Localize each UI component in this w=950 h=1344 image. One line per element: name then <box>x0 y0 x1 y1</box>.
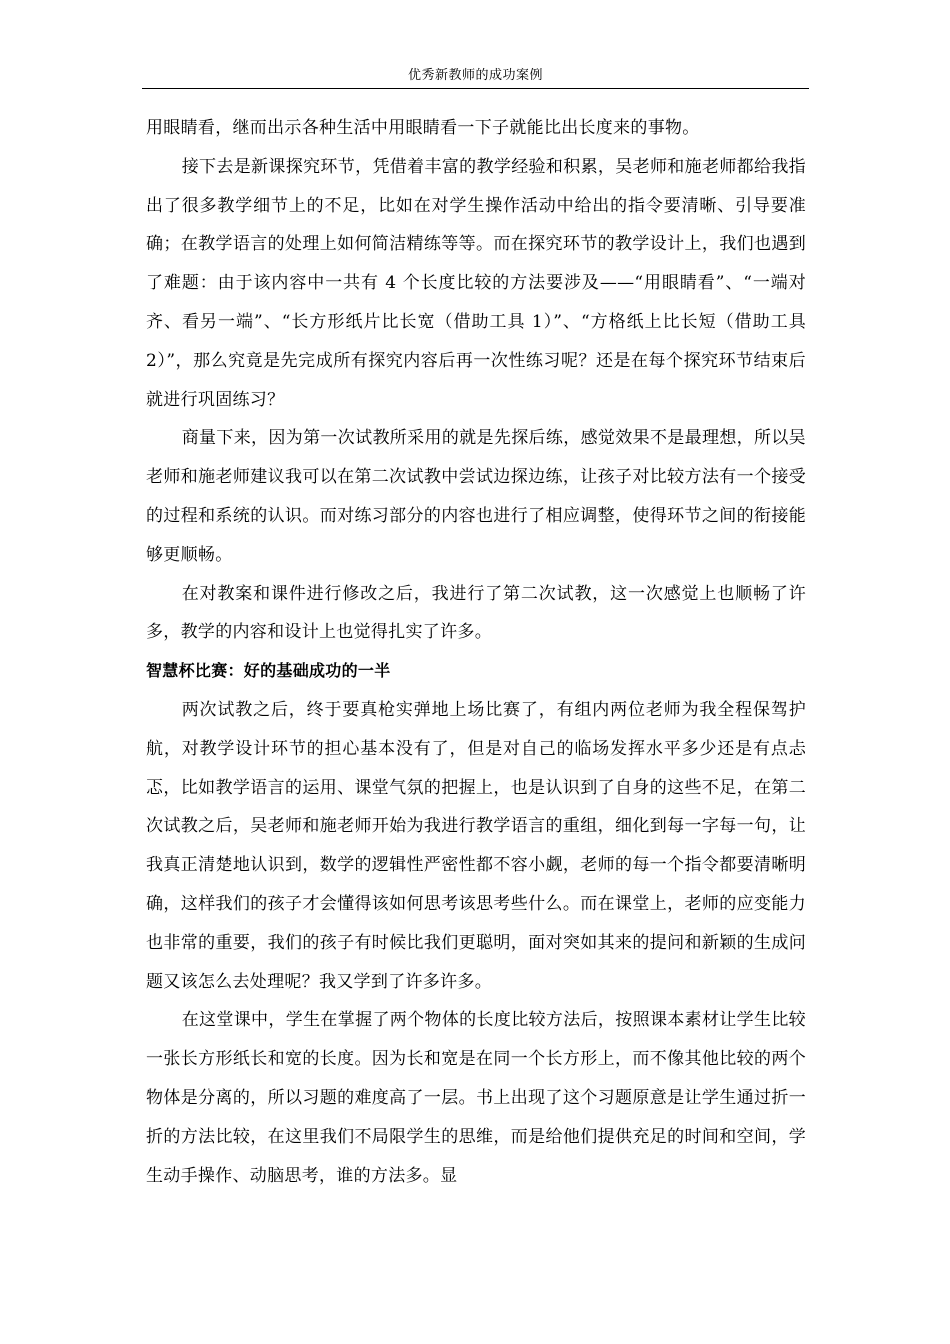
page-header <box>142 66 809 89</box>
paragraph-competition: 两次试教之后，终于要真枪实弹地上场比赛了，有组内两位老师为我全程保驾护航，对教学设计环节的担心基本没有了，但是对自己的临场发挥水平多少还是有点忐忑，比如教学语言的运用、课堂气氛的把握上，也是认识到了自身的这些不足，在第二次试教之后，吴老师和施老师开始为我进行教学语言的重组，细化到每一字每一句，让我真正清楚地认识到，数学的逻辑性严密性都不容小觑，老师的每一个指令都要清晰明确，这样我们的孩子才会懂得该如何思考该思考些什么。而在课堂上，老师的应变能力也非常的重要，我们的孩子有时候比我们更聪明，面对突如其来的提问和新颖的生成问题又该怎么去处理呢？我又学到了许多许多。 <box>146 699 806 992</box>
paragraph-new-lesson-exploration: 接下去是新课探究环节，凭借着丰富的教学经验和积累，吴老师和施老师都给我指出了很多教学细节上的不足，比如在对学生操作活动中给出的指令要清晰、引导要准确；在教学语言的处理上如何简洁精练等等。而在探究环节的教学设计上，我们也遇到了难题：由于该内容中一共有 4 个长度比较的方法要涉及——“用眼睛看”、“一端对齐、看另一端”、“长方形纸片比长宽（借助工具 1）”、“方格纸上比长短（借助工具 2）”，那么究竟是先完成所有探究内容后再一次性练习呢？还是在每个探究环节结束后就进行巩固练习？ <box>146 156 806 410</box>
paragraph-continuation: 用眼睛看，继而出示各种生活中用眼睛看一下子就能比出长度来的事物。 <box>146 118 700 138</box>
header-title: 优秀新教师的成功案例 <box>407 68 543 83</box>
section-heading: 智慧杯比赛：好的基础成功的一半 <box>146 661 391 681</box>
paragraph-classroom: 在这堂课中，学生在掌握了两个物体的长度比较方法后，按照课本素材让学生比较一张长方形纸长和宽的长度。因为长和宽是在同一个长方形上，而不像其他比较的两个物体是分离的，所以习题的难度高了一层。书上出现了这个习题原意是让学生通过折一折的方法比较，在这里我们不局限学生的思维，而是给他们提供充足的时间和空间，学生动手操作、动脑思考，谁的方法多。显 <box>146 1010 806 1186</box>
document-body <box>146 109 806 1195</box>
paragraph-discussion: 商量下来，因为第一次试教所采用的就是先探后练，感觉效果不是最理想，所以吴老师和施老师建议我可以在第二次试教中尝试边探边练，让孩子对比较方法有一个接受的过程和系统的认识。而对练习部分的内容也进行了相应调整，使得环节之间的衔接能够更顺畅。 <box>146 428 806 565</box>
paragraph-second-trial: 在对教案和课件进行修改之后，我进行了第二次试教，这一次感觉上也顺畅了许多，教学的内容和设计上也觉得扎实了许多。 <box>146 583 806 643</box>
